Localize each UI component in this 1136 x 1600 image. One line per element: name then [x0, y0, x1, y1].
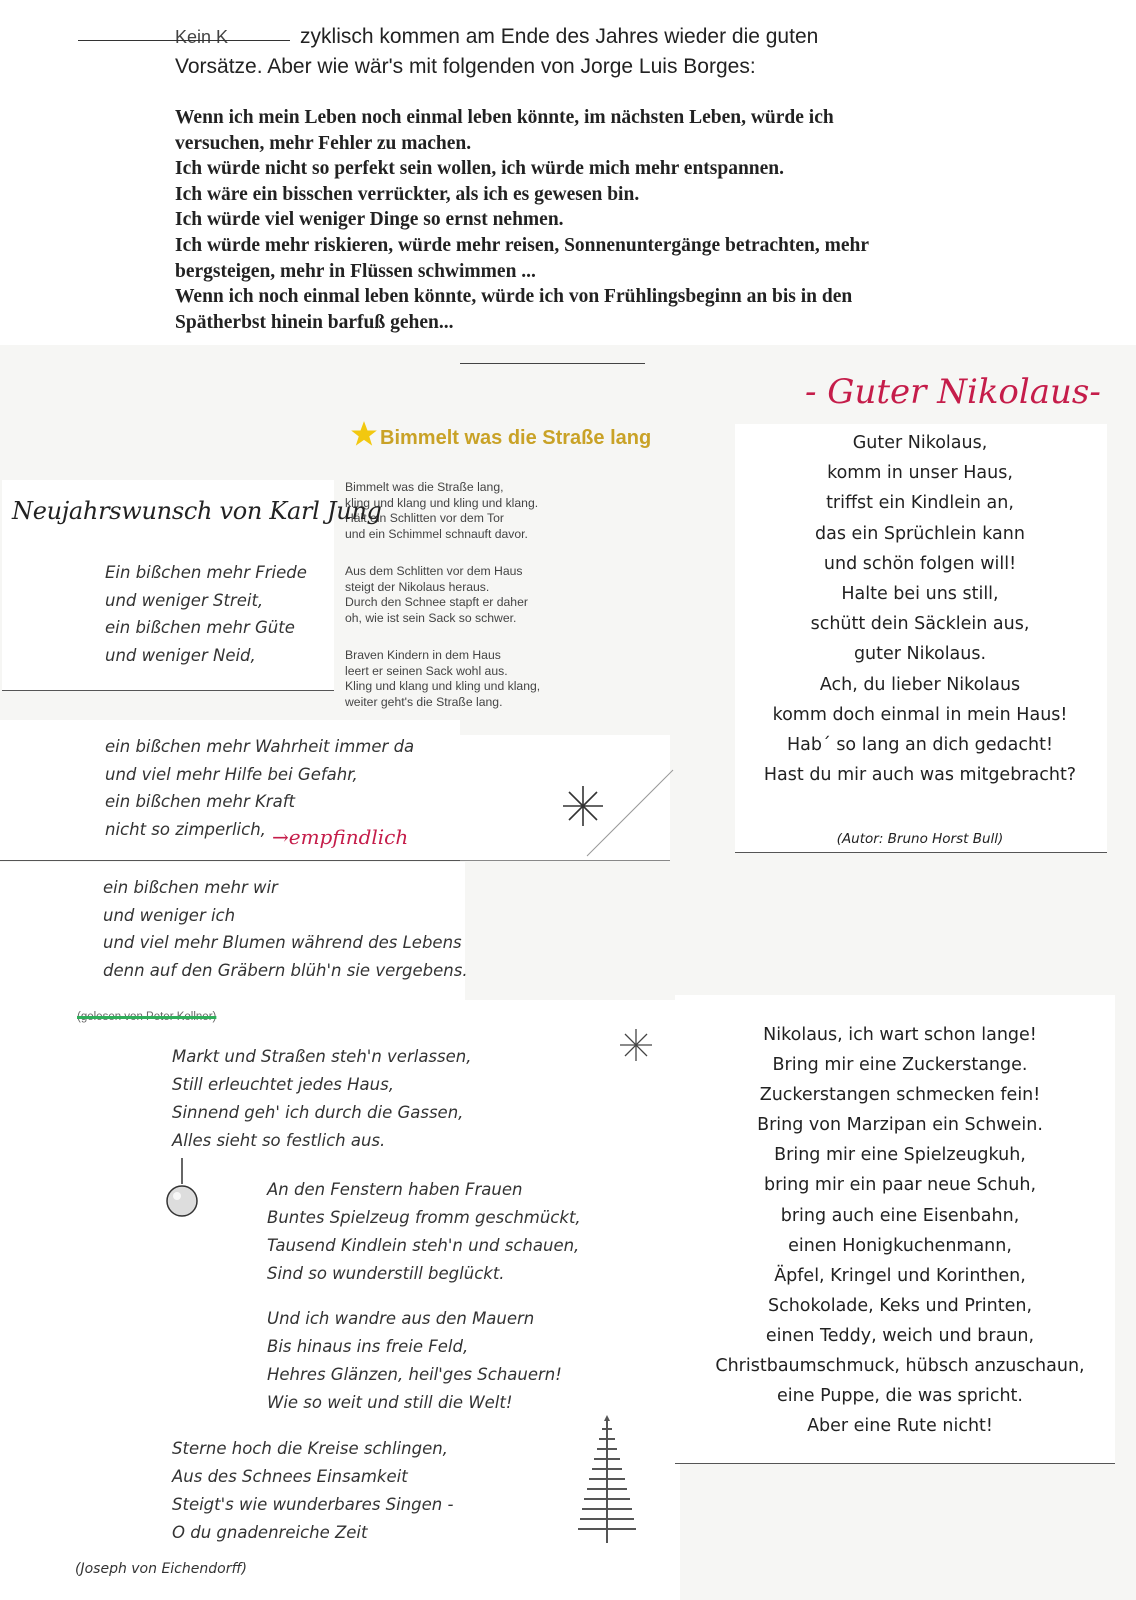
- poem-line: Hehres Glänzen, heil'ges Schauern!: [267, 1365, 562, 1384]
- neujahr-title: Neujahrswunsch von Karl Jung: [12, 497, 382, 525]
- poem-line: einen Honigkuchenmann,: [788, 1235, 1012, 1256]
- poem-line: ein bißchen mehr Kraft: [105, 792, 295, 811]
- bimmelt-poem: [345, 480, 595, 732]
- poem-line: Schokolade, Keks und Printen,: [767, 1295, 1033, 1316]
- neujahr-stanza-3: [103, 874, 468, 984]
- poem-line: Nikolaus, ich wart schon lange!: [763, 1025, 1037, 1045]
- intro-line-2: Vorsätze. Aber wie wär's mit folgenden von Jorge Luis Borges:: [175, 55, 756, 78]
- borges-line: bergsteigen, mehr in Flüssen schwimmen ...: [175, 260, 536, 282]
- eichendorff-author: (Joseph von Eichendorff): [75, 1561, 248, 1577]
- poem-line: Äpfel, Kringel und Korinthen,: [774, 1265, 1026, 1286]
- poem-line: Halte bei uns still,: [841, 584, 999, 605]
- eichendorff-stanza-4: [172, 1435, 453, 1547]
- christmas-tree-icon: [572, 1415, 642, 1550]
- poem-line: Sind so wunderstill beglückt.: [267, 1264, 505, 1283]
- poem-line: komm doch einmal in mein Haus!: [772, 704, 1068, 725]
- bimmelt-title: Bimmelt was die Straße lang: [380, 427, 652, 449]
- poem-line: Ach, du lieber Nikolaus: [819, 674, 1021, 695]
- intro-cut-line: [78, 22, 290, 41]
- neujahr-stanza-1: [105, 559, 307, 669]
- poem-line: Sterne hoch die Kreise schlingen,: [172, 1439, 448, 1458]
- poem-line: Und ich wandre aus den Mauern: [267, 1309, 535, 1328]
- star-icon: [350, 420, 378, 448]
- poem-line: Ein bißchen mehr Friede: [105, 563, 307, 582]
- borges-line: versuchen, mehr Fehler zu machen.: [175, 132, 472, 154]
- poem-line: nicht so zimperlich,: [105, 819, 266, 839]
- poem-line: Bring von Marzipan ein Schwein.: [757, 1115, 1043, 1136]
- borges-line: Ich würde mehr riskieren, würde mehr reisen, Sonnenuntergänge betrachten, mehr: [175, 234, 870, 256]
- struck-credit: (gelesen von Peter Kollner): [77, 1011, 217, 1023]
- bimmelt-stanza: Bimmelt was die Straße lang, kling und klang und kling und klang. Hält ein Schlitten vor dem Tor und ein Schimmel schnauft davor.: [345, 480, 539, 541]
- bimmelt-stanza: Braven Kindern in dem Haus leert er seinen Sack wohl aus. Kling und klang und kling und klang, weiter geht's die Straße lang.: [345, 648, 541, 709]
- borges-line: Ich würde nicht so perfekt sein wollen, ich würde mich mehr entspannen.: [175, 158, 785, 180]
- borges-line: Ich wäre ein bisschen verrückter, als ich es gewesen bin.: [175, 183, 640, 205]
- poem-line: Tausend Kindlein steh'n und schauen,: [267, 1236, 580, 1255]
- poem-line: Christbaumschmuck, hübsch anzuschaun,: [715, 1356, 1085, 1377]
- paper-fold-edge: [585, 768, 675, 860]
- eichendorff-stanza-2: [267, 1176, 581, 1288]
- poem-line: und weniger Streit,: [105, 590, 264, 610]
- poem-line: eine Puppe, die was spricht.: [777, 1386, 1023, 1407]
- poem-line: bring mir ein paar neue Schuh,: [763, 1175, 1037, 1196]
- poem-line: Still erleuchtet jedes Haus,: [172, 1075, 394, 1094]
- handwritten-annotation: →empfindlich: [272, 825, 409, 849]
- poem-line: Alles sieht so festlich aus.: [172, 1131, 386, 1150]
- poem-line: triffst ein Kindlein an,: [826, 493, 1014, 514]
- poem-line: und schön folgen will!: [823, 553, 1017, 574]
- borges-line: Wenn ich noch einmal leben könnte, würde ich von Frühlingsbeginn an bis in den: [175, 286, 853, 308]
- nikolaus-poem-2: [690, 1020, 1110, 1441]
- poem-line: und weniger Neid,: [105, 645, 256, 665]
- poem-line: Bring mir eine Spielzeugkuh,: [774, 1145, 1026, 1166]
- poem-line: An den Fenstern haben Frauen: [267, 1180, 523, 1199]
- poem-line: ein bißchen mehr Güte: [105, 618, 295, 637]
- borges-line: Wenn ich mein Leben noch einmal leben könnte, im nächsten Leben, würde ich: [175, 107, 834, 128]
- eichendorff-stanza-3: [267, 1305, 562, 1417]
- poem-line: guter Nikolaus.: [853, 644, 987, 665]
- poem-line: Guter Nikolaus,: [852, 433, 988, 453]
- borges-line: Spätherbst hinein barfuß gehen...: [175, 311, 454, 333]
- poem-line: Markt und Straßen steh'n verlassen,: [172, 1047, 472, 1066]
- poem-line: Aus des Schnees Einsamkeit: [172, 1467, 408, 1486]
- poem-line: Bis hinaus ins freie Feld,: [267, 1337, 469, 1356]
- poem-line: Buntes Spielzeug fromm geschmückt,: [267, 1208, 581, 1227]
- poem-line: ein bißchen mehr wir: [103, 878, 278, 897]
- intro-text: [175, 22, 1075, 81]
- borges-quote: [175, 105, 1075, 335]
- bimmelt-stanza: Aus dem Schlitten vor dem Haus steigt der Nikolaus heraus. Durch den Schnee stapft er daher oh, wie ist sein Sack so schwer.: [345, 564, 528, 625]
- poem-line: Hast du mir auch was mitgebracht?: [763, 765, 1077, 786]
- poem-line: Aber eine Rute nicht!: [807, 1416, 993, 1437]
- poem-line: und viel mehr Blumen während des Lebens: [103, 933, 462, 952]
- borges-line: Ich würde viel weniger Dinge so ernst nehmen.: [175, 209, 564, 231]
- poem-line: Hab´ so lang an dich gedacht!: [787, 735, 1053, 756]
- poem-line: und weniger ich: [103, 905, 236, 925]
- poem-line: schütt dein Säcklein aus,: [810, 614, 1030, 635]
- poem-line: O du gnadenreiche Zeit: [172, 1523, 368, 1542]
- divider: [460, 363, 645, 364]
- handwritten-title: - Guter Nikolaus-: [805, 372, 1101, 412]
- poem-line: Zuckerstangen schmecken fein!: [759, 1085, 1041, 1106]
- poem-line: Steigt's wie wunderbares Singen -: [172, 1495, 454, 1514]
- ornament-bauble-icon: [165, 1158, 199, 1220]
- eichendorff-stanza-1: [172, 1043, 471, 1155]
- poem-line: Bring mir eine Zuckerstange.: [772, 1055, 1028, 1076]
- poem-line: bring auch eine Eisenbahn,: [780, 1205, 1020, 1226]
- poem-line: und viel mehr Hilfe bei Gefahr,: [105, 764, 358, 784]
- poem-line: das ein Sprüchlein kann: [815, 523, 1025, 544]
- poem-line: denn auf den Gräbern blüh'n sie vergebens.: [103, 960, 468, 980]
- poem-line: Sinnend geh' ich durch die Gassen,: [172, 1103, 464, 1122]
- poem-line: komm in unser Haus,: [827, 463, 1013, 484]
- poem-line: Wie so weit und still die Welt!: [267, 1393, 513, 1412]
- poem-line: ein bißchen mehr Wahrheit immer da: [105, 737, 415, 756]
- poem-line: einen Teddy, weich und braun,: [765, 1325, 1035, 1346]
- sparkle-icon: [618, 1027, 654, 1063]
- nikolaus-poem-1: [745, 428, 1095, 790]
- intro-line-1: zyklisch kommen am Ende des Jahres wieder die guten: [300, 25, 819, 48]
- intro-cut-prefix: Kein K: [175, 27, 229, 47]
- nikolaus-author: (Autor: Bruno Horst Bull): [836, 831, 1004, 847]
